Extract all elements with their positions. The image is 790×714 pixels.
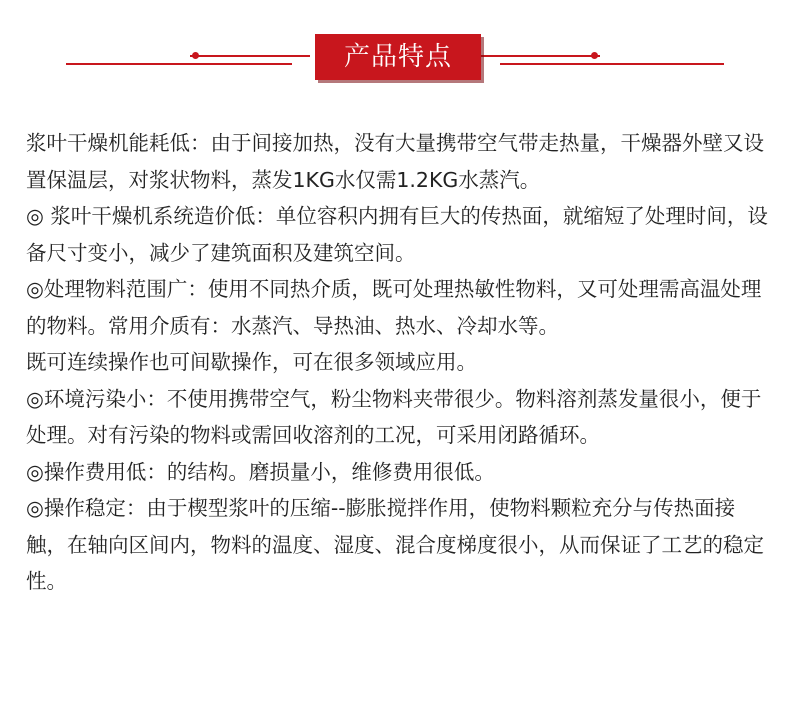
decorative-line-right — [500, 63, 724, 65]
decorative-line-left — [66, 63, 292, 65]
section-title: 产品特点 — [315, 34, 481, 80]
feature-cost: ◎ 浆叶干燥机系统造价低：单位容积内拥有巨大的传热面，就缩短了处理时间，设备尺寸变小，减少了建筑面积及建筑空间。 — [26, 204, 768, 265]
feature-range: ◎处理物料范围广：使用不同热介质，既可处理热敏性物料，又可处理需高温处理的物料。常用介质有：水蒸汽、导热油、热水、冷却水等。 — [26, 277, 762, 338]
feature-pollution: ◎环境污染小：不使用携带空气，粉尘物料夹带很少。物料溶剂蒸发量很小，便于处理。对有污染的物料或需回收溶剂的工况，可采用闭路循环。 — [26, 386, 762, 447]
feature-stability: ◎操作稳定：由于楔型浆叶的压缩--膨胀搅拌作用，使物料颗粒充分与传热面接触，在轴向区间内，物料的温度、湿度、混合度梯度很小，从而保证了工艺的稳定性。 — [26, 496, 764, 593]
decorative-dot-left — [192, 52, 199, 59]
decorative-dot-right — [591, 52, 598, 59]
decorative-line-right-upper — [480, 55, 600, 57]
feature-operating-cost: ◎操作费用低：的结构。磨损量小，维修费用很低。 — [26, 459, 495, 484]
decorative-line-left-upper — [190, 55, 310, 57]
feature-energy: 浆叶干燥机能耗低：由于间接加热，没有大量携带空气带走热量，干燥器外壁又设置保温层，对浆状物料，蒸发1KG水仅需1.2KG水蒸汽。 — [26, 131, 764, 192]
feature-list — [26, 125, 771, 600]
section-header — [0, 0, 790, 110]
feature-operation-mode: 既可连续操作也可间歇操作，可在很多领域应用。 — [26, 350, 477, 374]
